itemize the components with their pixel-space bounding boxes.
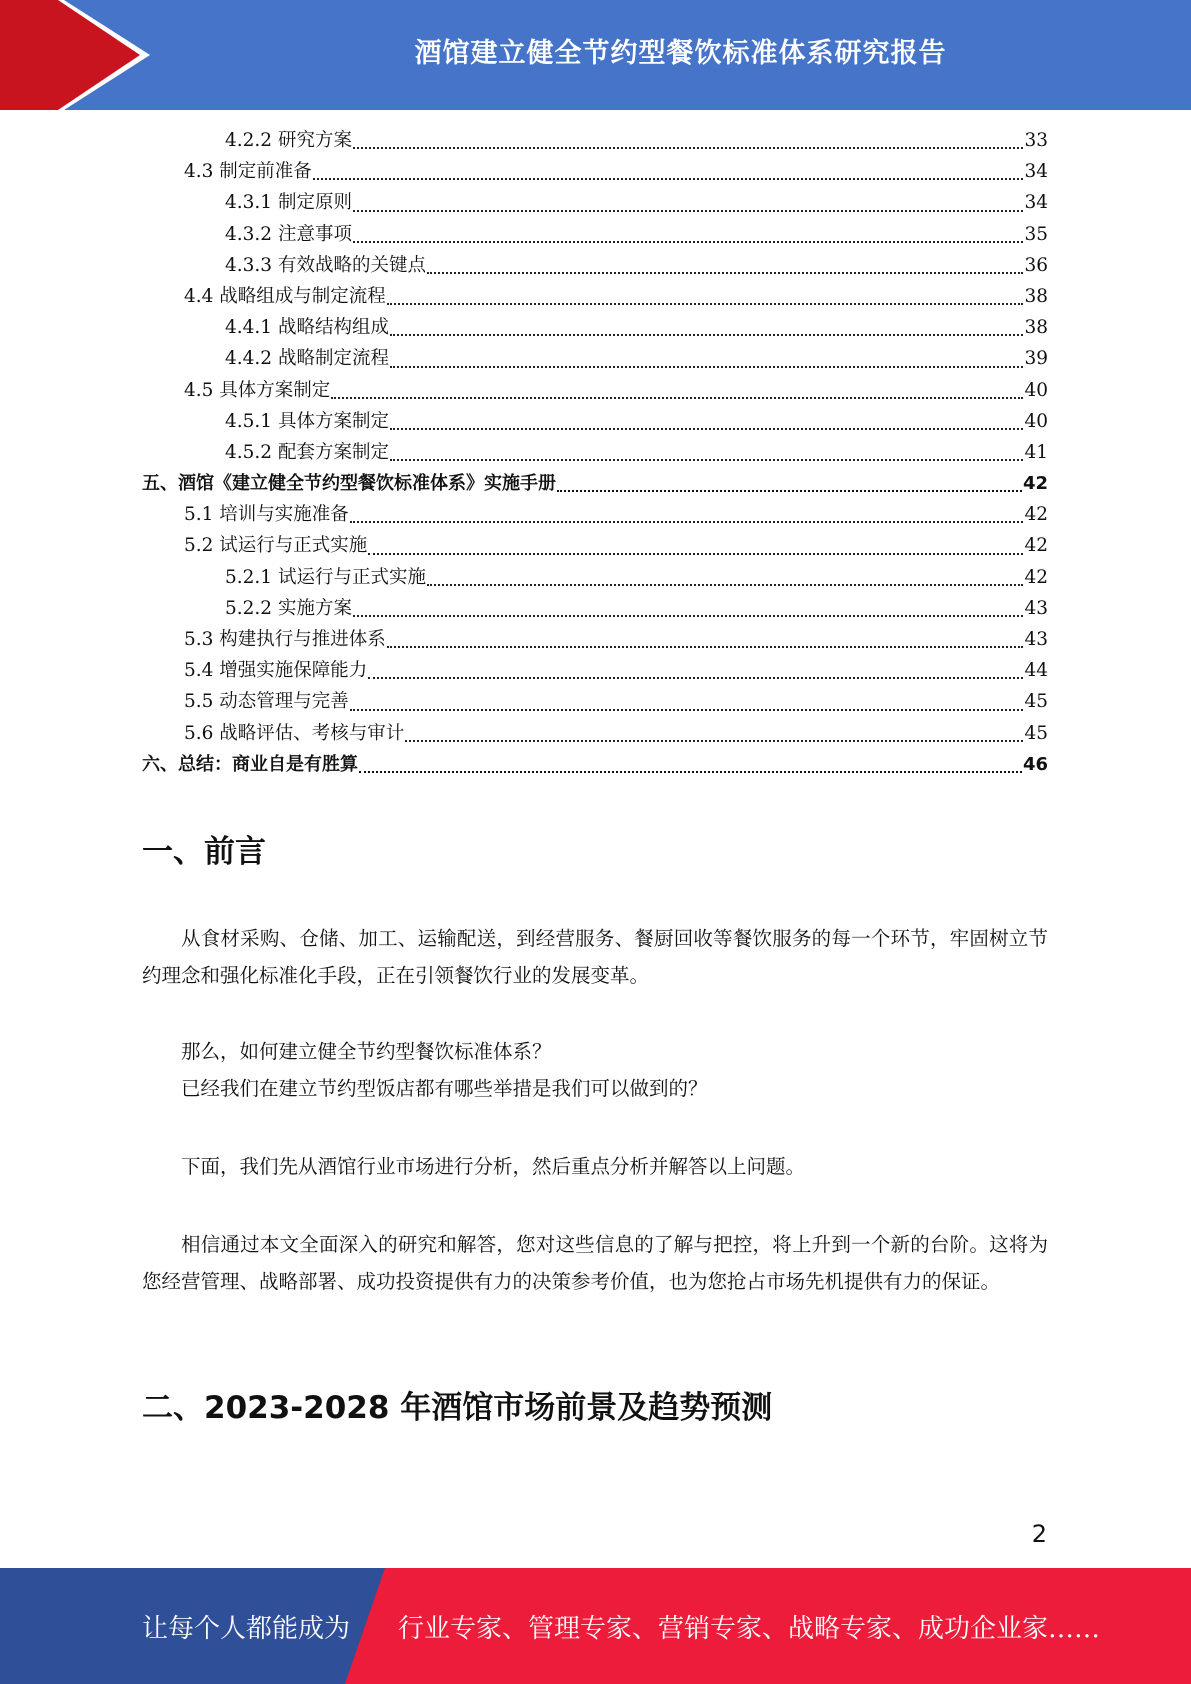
toc-entry[interactable] — [142, 126, 1048, 157]
toc-entry-label: 5.4 增强实施保障能力 — [184, 660, 368, 682]
toc-entry-page: 43 — [1024, 597, 1048, 619]
toc-dot-leader — [359, 771, 1022, 773]
toc-dot-leader — [405, 740, 1023, 742]
toc-entry-label: 4.4.2 战略制定流程 — [225, 348, 389, 370]
report-title: 酒馆建立健全节约型餐饮标准体系研究报告 — [414, 37, 947, 69]
toc-entry-label: 5.3 构建执行与推进体系 — [184, 629, 386, 650]
toc-entry[interactable] — [142, 563, 1048, 594]
toc-entry[interactable] — [142, 687, 1048, 718]
toc-entry-page: 41 — [1024, 441, 1048, 463]
preface-paragraph-3: 下面，我们先从酒馆行业市场进行分析，然后重点分析并解答以上问题。 — [181, 1155, 806, 1178]
toc-entry-label: 4.5.1 具体方案制定 — [225, 410, 389, 432]
toc-dot-leader — [390, 459, 1023, 461]
toc-entry-label: 六、总结：商业自是有胜算 — [142, 753, 358, 775]
preface-paragraph-1: 从食材采购、仓储、加工、运输配送，到经营服务、餐厨回收等餐饮服务的每一个环节，牢固树立节约理念和强化标准化手段，正在引领餐饮行业的发展变革。 — [142, 927, 1048, 987]
toc-entry-label: 4.3.2 注意事项 — [225, 223, 352, 245]
toc-dot-leader — [390, 334, 1023, 336]
toc-entry-page: 42 — [1024, 504, 1048, 526]
toc-dot-leader — [390, 366, 1023, 368]
toc-entry[interactable] — [142, 750, 1048, 781]
page-number: 2 — [1031, 1520, 1047, 1548]
toc-entry-label: 五、酒馆《建立健全节约型餐饮标准体系》实施手册 — [142, 473, 556, 495]
toc-entry-label: 4.3.3 有效战略的关键点 — [225, 254, 426, 276]
toc-entry-label: 4.5 具体方案制定 — [184, 379, 331, 401]
preface-question-1: 那么，如何建立健全节约型餐饮标准体系？ — [181, 1040, 552, 1063]
toc-entry[interactable] — [142, 344, 1048, 375]
toc-entry-page: 42 — [1024, 535, 1048, 557]
page-footer — [0, 1568, 1191, 1684]
toc-entry[interactable] — [142, 313, 1048, 344]
toc-entry-label: 4.5.2 配套方案制定 — [225, 441, 389, 463]
toc-entry-page: 40 — [1024, 379, 1048, 401]
toc-entry[interactable] — [142, 157, 1048, 188]
toc-entry-page: 46 — [1022, 753, 1048, 775]
toc-dot-leader — [368, 553, 1023, 555]
toc-dot-leader — [331, 397, 1023, 399]
toc-dot-leader — [368, 677, 1023, 679]
toc-dot-leader — [350, 521, 1024, 523]
toc-entry-page: 42 — [1022, 473, 1048, 495]
toc-entry-label: 5.1 培训与实施准备 — [184, 504, 349, 526]
toc-entry-label: 4.4.1 战略结构组成 — [225, 317, 389, 339]
toc-entry[interactable] — [142, 625, 1048, 656]
toc-entry[interactable] — [142, 469, 1048, 500]
toc-entry-label: 5.5 动态管理与完善 — [184, 691, 349, 713]
toc-entry-page: 38 — [1024, 285, 1048, 307]
toc-entry-page: 45 — [1024, 691, 1048, 713]
toc-entry-page: 43 — [1024, 629, 1048, 650]
toc-dot-leader — [353, 615, 1024, 617]
toc-entry[interactable] — [142, 500, 1048, 531]
toc-entry-label: 5.2 试运行与正式实施 — [184, 535, 368, 557]
toc-dot-leader — [387, 303, 1024, 305]
toc-entry-label: 4.3.1 制定原则 — [225, 192, 352, 214]
toc-entry-label: 4.2.2 研究方案 — [225, 130, 352, 151]
toc-entry-page: 40 — [1024, 410, 1048, 432]
toc-entry-label: 5.2.1 试运行与正式实施 — [225, 566, 426, 588]
toc-entry-page: 34 — [1024, 161, 1048, 183]
toc-entry-label: 5.6 战略评估、考核与审计 — [184, 722, 405, 744]
toc-entry[interactable] — [142, 656, 1048, 687]
toc-dot-leader — [387, 646, 1024, 648]
toc-entry-page: 33 — [1024, 130, 1048, 151]
section-heading-market-outlook: 二、2023-2028 年酒馆市场前景及趋势预测 — [142, 1390, 773, 1426]
red-chevron-decoration — [0, 0, 160, 110]
toc-entry[interactable] — [142, 251, 1048, 282]
toc-dot-leader — [353, 241, 1024, 243]
toc-entry[interactable] — [142, 376, 1048, 407]
toc-entry-page: 38 — [1024, 317, 1048, 339]
toc-dot-leader — [350, 709, 1024, 711]
toc-entry-label: 4.4 战略组成与制定流程 — [184, 285, 386, 307]
toc-dot-leader — [313, 178, 1024, 180]
toc-dot-leader — [557, 490, 1022, 492]
toc-entry-page: 45 — [1024, 722, 1048, 744]
toc-entry-page: 42 — [1024, 566, 1048, 588]
toc-entry[interactable] — [142, 282, 1048, 313]
toc-entry-page: 35 — [1024, 223, 1048, 245]
toc-entry-label: 5.2.2 实施方案 — [225, 597, 352, 619]
section-heading-preface: 一、前言 — [142, 834, 266, 870]
preface-paragraph-4: 相信通过本文全面深入的研究和解答，您对这些信息的了解与把控，将上升到一个新的台阶。这将为您经营管理、战略部署、成功投资提供有力的决策参考价值，也为您抢占市场先机提供有力的保证。 — [142, 1233, 1048, 1293]
toc-entry-page: 36 — [1024, 254, 1048, 276]
toc-dot-leader — [427, 272, 1023, 274]
footer-slogan-left: 让每个人都能成为 — [142, 1613, 351, 1644]
toc-entry[interactable] — [142, 188, 1048, 219]
toc-entry[interactable] — [142, 407, 1048, 438]
toc-dot-leader — [353, 210, 1024, 212]
toc-entry[interactable] — [142, 594, 1048, 625]
table-of-contents — [142, 126, 1048, 781]
footer-slogan-right: 行业专家、管理专家、营销专家、战略专家、成功企业家…… — [398, 1613, 1101, 1644]
page-header — [0, 0, 1191, 110]
toc-dot-leader — [353, 147, 1024, 149]
toc-entry[interactable] — [142, 719, 1048, 750]
toc-entry-page: 39 — [1024, 348, 1048, 370]
toc-entry-label: 4.3 制定前准备 — [184, 161, 312, 183]
preface-question-2: 已经我们在建立节约型饭店都有哪些举措是我们可以做到的？ — [181, 1077, 708, 1100]
toc-entry-page: 34 — [1024, 192, 1048, 214]
toc-entry[interactable] — [142, 438, 1048, 469]
toc-dot-leader — [427, 584, 1023, 586]
toc-entry[interactable] — [142, 531, 1048, 562]
toc-dot-leader — [390, 428, 1023, 430]
toc-entry-page: 44 — [1024, 660, 1048, 682]
toc-entry[interactable] — [142, 220, 1048, 251]
